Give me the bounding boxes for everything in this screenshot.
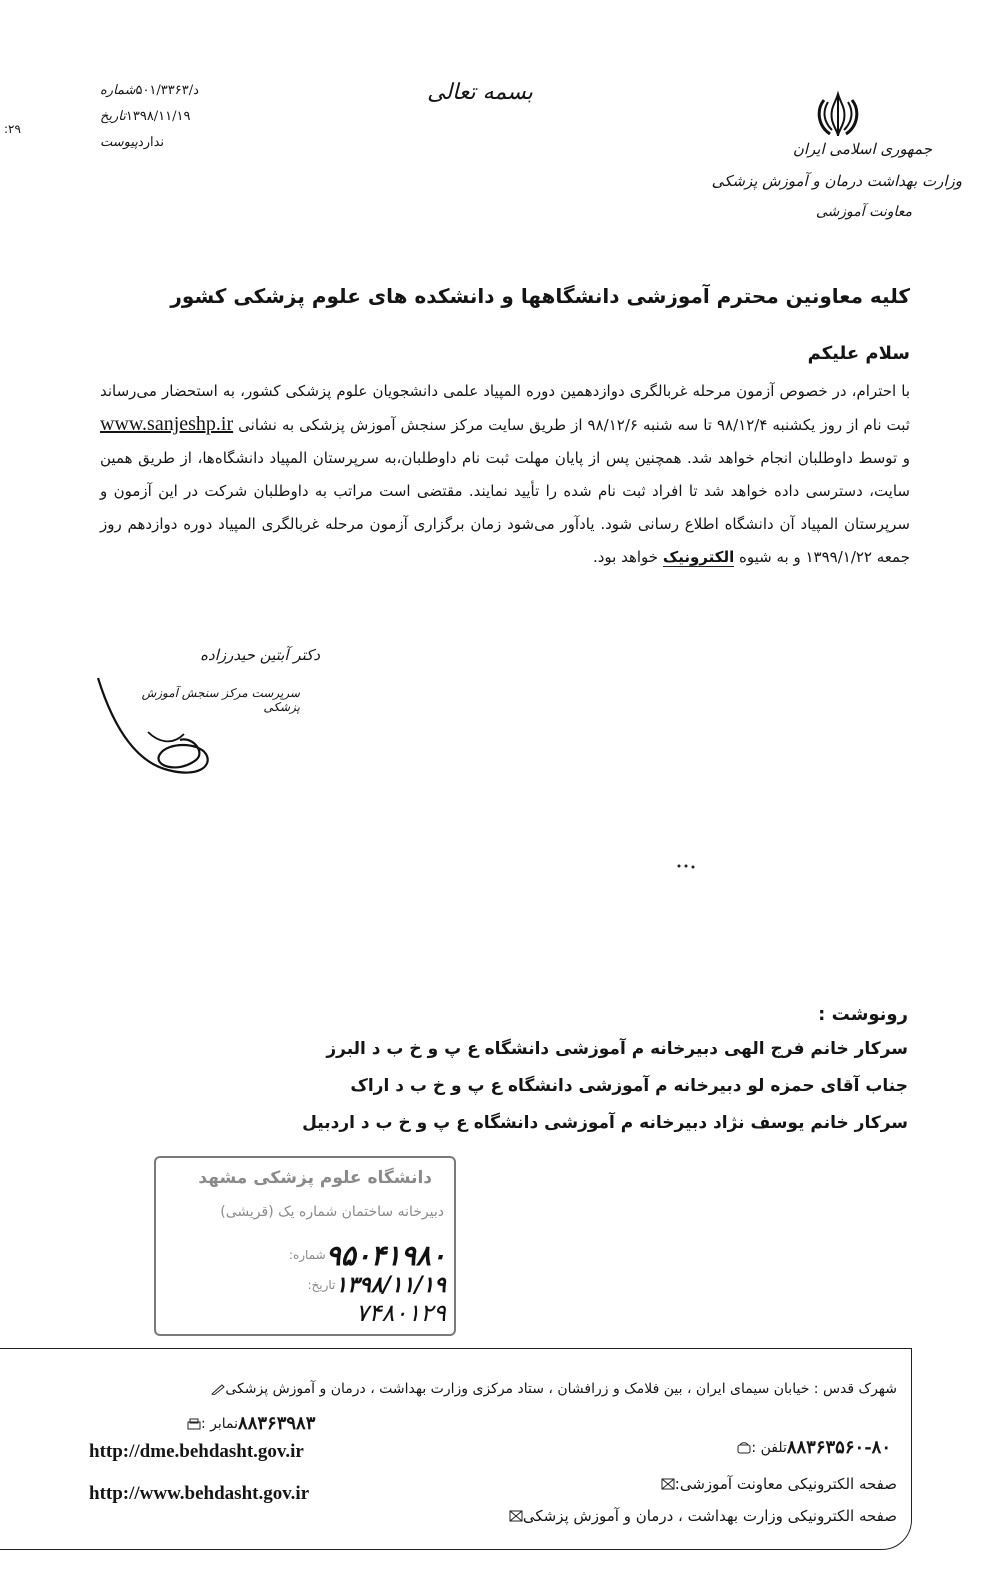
- stamp-number-row: [281, 1238, 446, 1272]
- body-part-3: خواهد بود.: [592, 548, 659, 566]
- received-stamp: [154, 1156, 456, 1336]
- fax-number: ۸۸۳۶۳۹۸۳: [238, 1413, 316, 1434]
- footer-phone: [731, 1437, 897, 1458]
- footer-page1-label: صفحه الکترونیکی معاونت آموزشی:: [674, 1475, 897, 1493]
- mail-icon: [661, 1478, 675, 1490]
- body-part-2: و توسط داوطلبان انجام خواهد شد. همچنین پس از پایان مهلت ثبت نام داوطلبان،به سرپرستان المپیاد دانشگاه‌ها، از طریق همین سایت، دسترسی داده خواهد شد تا افراد ثبت نام شده را تأیید نمایند. مقتضی است مراتب به داوطلبان شرکت در این آزمون و سرپرستان المپیاد آن دانشگاه اطلاع رسانی شود. یادآور می‌شود زمان برگزاری آزمون مرحله غربالگری المپیاد دوره دوازدهم روز جمعه ۱۳۹۹/۱/۲۲ و به شیوه: [100, 449, 910, 566]
- mail-icon: [509, 1510, 523, 1522]
- signatory-name: دکتر آبتین حیدرزاده: [200, 646, 320, 664]
- ink-dots: [676, 862, 696, 870]
- meta-number-label: شماره: [100, 83, 136, 98]
- phone-number: ۸۸۳۶۳۵۶۰-۸۰: [786, 1437, 891, 1458]
- stamp-date-row: [299, 1272, 446, 1298]
- copies-section: [208, 1004, 908, 1142]
- letter-body: [100, 375, 910, 574]
- copies-title: رونوشت :: [818, 1004, 908, 1025]
- meta-number: [96, 72, 244, 98]
- edge-mark: :۲۹: [4, 122, 21, 136]
- stamp-number-label: شماره:: [288, 1248, 326, 1262]
- meta-date-value: ۱۳۹۸/۱۱/۱۹: [125, 109, 191, 124]
- meta-date-label: تاریخ: [100, 109, 126, 124]
- ministry-line: وزارت بهداشت درمان و آموزش پزشکی: [711, 172, 962, 190]
- footer-address-text: شهرک قدس : خیابان سیمای ایران ، بین فلامک و زرافشان ، ستاد مرکزی وزارت بهداشت ، درمان و آموزش پزشکی: [225, 1381, 897, 1397]
- deputy-website-link[interactable]: http://dme.behdasht.gov.ir: [89, 1441, 304, 1462]
- meta-attachment: [96, 124, 244, 150]
- signatory-title: سرپرست مرکز سنجش آموزش پزشکی: [141, 686, 300, 714]
- salutation: سلام علیکم: [807, 343, 910, 364]
- iran-emblem-icon: [808, 90, 868, 140]
- phone-label: تلفن :: [751, 1439, 787, 1456]
- website-link[interactable]: www.sanjeshp.ir: [100, 413, 234, 435]
- pen-icon: [211, 1383, 225, 1395]
- stamp-extra-value: ۷۴۸۰۱۲۹: [355, 1299, 446, 1327]
- footer-page1: [655, 1475, 897, 1493]
- deputy-line: معاونت آموزشی: [815, 204, 912, 220]
- meta-attachment-value: ندارد: [137, 135, 165, 150]
- fax-label: نمابر :: [201, 1415, 239, 1432]
- meta-attachment-label: پیوست: [100, 135, 138, 150]
- letter-meta: [96, 72, 244, 150]
- footer-page2-label: صفحه الکترونیکی وزارت بهداشت ، درمان و آموزش پزشکی: [522, 1507, 897, 1525]
- emphasized-word: الکترونیک: [662, 548, 735, 566]
- ministry-website-link[interactable]: http://www.behdasht.gov.ir: [89, 1483, 310, 1504]
- stamp-number-value: ۹۵۰۴۱۹۸۰: [325, 1238, 446, 1272]
- footer-address: [205, 1381, 897, 1397]
- copy-recipient: سرکار خانم فرج الهی دبیرخانه م آموزشی دانشگاه ع پ و خ ب د البرز: [326, 1039, 908, 1059]
- meta-number-value: د/۵۰۱/۳۳۶۳: [135, 83, 199, 98]
- footer-page2: [503, 1507, 897, 1525]
- stamp-date-value: ۱۳۹۸/۱۱/۱۹: [335, 1272, 446, 1298]
- republic-line: جمهوری اسلامی ایران: [792, 140, 932, 158]
- letter-footer: [0, 1348, 912, 1550]
- stamp-extra-row: [356, 1300, 446, 1326]
- stamp-office: دبیرخانه ساختمان شماره یک (قریشی): [220, 1204, 444, 1220]
- footer-fax: [181, 1413, 321, 1434]
- meta-date: [96, 98, 244, 124]
- bismillah-heading: بسمه تعالی: [427, 80, 533, 105]
- ministry-letterhead: [702, 140, 962, 220]
- copy-recipient: سرکار خانم یوسف نژاد دبیرخانه م آموزشی دانشگاه ع پ و خ ب د اردبیل: [302, 1113, 908, 1133]
- stamp-date-label: تاریخ:: [307, 1278, 336, 1292]
- phone-icon: [737, 1442, 751, 1454]
- stamp-university: دانشگاه علوم پزشکی مشهد: [198, 1168, 432, 1188]
- recipient-line: کلیه معاونین محترم آموزشی دانشگاهها و دانشکده های علوم پزشکی کشور: [170, 284, 910, 308]
- copy-recipient: جناب آقای حمزه لو دبیرخانه م آموزشی دانشگاه ع پ و خ ب د اراک: [350, 1076, 908, 1096]
- fax-icon: [187, 1418, 201, 1430]
- handwritten-signature: [88, 670, 238, 790]
- body-part-1: با احترام، در خصوص آزمون مرحله غربالگری دوازدهمین دوره المپیاد علمی دانشجویان علوم پزشکی کشور، به استحضار می‌رساند ثبت نام از روز یکشنبه ۹۸/۱۲/۴ تا سه شنبه ۹۸/۱۲/۶ از طریق سایت مرکز سنجش آموزش پزشکی به نشانی: [100, 382, 910, 434]
